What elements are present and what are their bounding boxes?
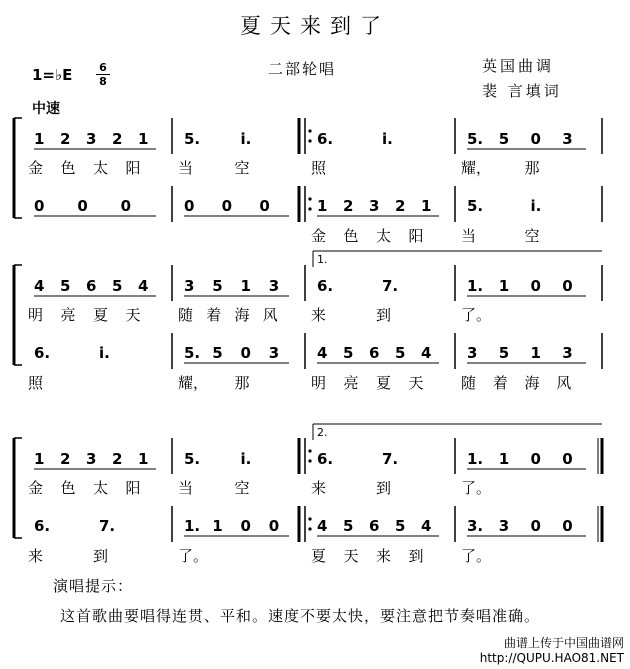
jianpu-note: 2 bbox=[343, 197, 354, 215]
lyric-char: 到 bbox=[376, 479, 392, 497]
lyric-char: 那 bbox=[234, 374, 250, 392]
jianpu-note: 1 bbox=[138, 450, 149, 468]
jianpu-note: 2 bbox=[112, 130, 123, 148]
jianpu-note: 2 bbox=[60, 130, 71, 148]
jianpu-note: 0 bbox=[530, 130, 541, 148]
jianpu-note: 4 bbox=[317, 344, 328, 362]
jianpu-note: 5 bbox=[212, 344, 223, 362]
jianpu-note: 0 bbox=[221, 197, 233, 215]
lyric-char: 空 bbox=[234, 479, 250, 497]
jianpu-note: 4 bbox=[317, 517, 328, 535]
jianpu-note: 3 bbox=[268, 344, 280, 362]
jianpu-note: 0 bbox=[530, 517, 541, 535]
jianpu-note: 7. bbox=[382, 450, 399, 468]
jianpu-note: 3 bbox=[268, 277, 280, 295]
jianpu-note: 3 bbox=[498, 517, 510, 535]
footer-credit bbox=[480, 636, 624, 666]
time-signature-numerator: 6 bbox=[99, 61, 107, 74]
jianpu-note: 4 bbox=[34, 277, 45, 295]
lyric-char: 到 bbox=[376, 306, 392, 324]
jianpu-note: 5. bbox=[184, 344, 201, 362]
jianpu-note: 0 bbox=[240, 517, 251, 535]
lyric-char: 金 bbox=[28, 159, 44, 177]
jianpu-note: 7. bbox=[99, 517, 116, 535]
repeat-dot bbox=[308, 449, 311, 452]
jianpu-note: 5 bbox=[343, 517, 354, 535]
jianpu-note: 0 bbox=[530, 450, 541, 468]
jianpu-note: 0 bbox=[34, 197, 45, 215]
jianpu-note: 1 bbox=[34, 450, 45, 468]
jianpu-note: 6 bbox=[369, 344, 380, 362]
repeat-dot bbox=[308, 517, 311, 520]
volta-number: 1. bbox=[317, 253, 328, 266]
lyric-char: 明 bbox=[311, 374, 327, 392]
lyric-char: 空 bbox=[524, 227, 540, 245]
composer-credit: 英国曲调 bbox=[482, 57, 555, 75]
jianpu-note: 6. bbox=[34, 517, 51, 535]
lyric-char: 了。 bbox=[178, 547, 209, 565]
lyric-char: 夏 bbox=[376, 374, 392, 392]
lyric-char: 海 bbox=[234, 306, 250, 324]
lyricist-credit: 裴 言填词 bbox=[482, 82, 562, 100]
lyric-char: 当 bbox=[178, 479, 194, 497]
lyric-char: 随 bbox=[178, 306, 194, 324]
jianpu-note: 0 bbox=[240, 344, 251, 362]
song-title: 夏天来到了 bbox=[240, 14, 390, 38]
lyric-char: 太 bbox=[93, 159, 109, 177]
jianpu-note: 5. bbox=[467, 130, 484, 148]
lyric-char: 夏 bbox=[93, 306, 109, 324]
jianpu-note: 1 bbox=[530, 344, 541, 362]
lyric-char: 耀， bbox=[461, 159, 492, 177]
jianpu-note: 5. bbox=[467, 197, 484, 215]
lyric-char: 色 bbox=[343, 227, 359, 245]
lyric-char: 当 bbox=[178, 159, 194, 177]
lyric-char: 来 bbox=[28, 547, 44, 565]
jianpu-note: 5 bbox=[498, 130, 510, 148]
lyric-char: 了。 bbox=[461, 547, 492, 565]
jianpu-note: 4 bbox=[421, 344, 432, 362]
jianpu-note: 1. bbox=[467, 277, 484, 295]
tempo-marking: 中速 bbox=[32, 101, 60, 117]
jianpu-note: 2 bbox=[395, 197, 406, 215]
lyric-char: 来 bbox=[311, 479, 327, 497]
jianpu-note: 1 bbox=[240, 277, 251, 295]
lyric-char: 照 bbox=[311, 159, 327, 177]
lyric-char: 来 bbox=[376, 547, 392, 565]
jianpu-note: i. bbox=[382, 130, 393, 148]
jianpu-note: 6 bbox=[369, 517, 380, 535]
jianpu-note: 0 bbox=[259, 197, 270, 215]
jianpu-note: 5 bbox=[212, 277, 223, 295]
repeat-dot bbox=[308, 197, 311, 200]
lyric-char: 亮 bbox=[60, 306, 76, 324]
time-signature-denominator: 8 bbox=[99, 75, 107, 88]
lyric-char: 色 bbox=[60, 159, 76, 177]
repeat-dot bbox=[308, 139, 311, 142]
jianpu-note: 3 bbox=[369, 197, 380, 215]
lyric-char: 阳 bbox=[408, 227, 424, 245]
jianpu-note: 2 bbox=[60, 450, 71, 468]
jianpu-note: 1 bbox=[421, 197, 432, 215]
jianpu-note: 7. bbox=[382, 277, 399, 295]
jianpu-note: 1 bbox=[498, 277, 510, 295]
jianpu-note: 1 bbox=[34, 130, 45, 148]
jianpu-note: 3 bbox=[184, 277, 195, 295]
footer-line-1: 曲谱上传于中国曲谱网 bbox=[503, 636, 624, 650]
jianpu-note: 6. bbox=[317, 130, 334, 148]
lyric-char: 空 bbox=[234, 159, 250, 177]
jianpu-note: 1 bbox=[138, 130, 149, 148]
lyric-char: 了。 bbox=[461, 479, 492, 497]
jianpu-note: 5. bbox=[184, 130, 201, 148]
lyric-char: 随 bbox=[461, 374, 477, 392]
lyric-char: 了。 bbox=[461, 306, 492, 324]
lyric-char: 当 bbox=[461, 227, 477, 245]
jianpu-note: 5. bbox=[184, 450, 201, 468]
lyric-char: 色 bbox=[60, 479, 76, 497]
jianpu-note: 0 bbox=[77, 197, 88, 215]
lyric-char: 金 bbox=[28, 479, 44, 497]
jianpu-note: 3 bbox=[562, 344, 573, 362]
lyric-char: 天 bbox=[125, 306, 141, 324]
lyric-char: 耀， bbox=[178, 374, 209, 392]
footer-line-2: http://QUPU.HAO81.NET bbox=[479, 651, 624, 665]
lyric-char: 着 bbox=[206, 306, 222, 324]
lyric-char: 来 bbox=[311, 306, 327, 324]
jianpu-note: i. bbox=[530, 197, 542, 215]
jianpu-note: 0 bbox=[268, 517, 280, 535]
jianpu-note: 3 bbox=[86, 130, 97, 148]
jianpu-note: 6. bbox=[317, 450, 334, 468]
jianpu-note: 5 bbox=[343, 344, 354, 362]
jianpu-note: 1 bbox=[212, 517, 223, 535]
jianpu-note: i. bbox=[240, 130, 252, 148]
lyric-char: 天 bbox=[408, 374, 424, 392]
jianpu-note: 5 bbox=[395, 517, 406, 535]
jianpu-note: 3 bbox=[86, 450, 97, 468]
lyric-char: 到 bbox=[93, 547, 109, 565]
song-subtitle: 二部轮唱 bbox=[268, 60, 337, 78]
jianpu-note: 0 bbox=[184, 197, 195, 215]
performance-hint-title: 演唱提示： bbox=[53, 577, 134, 595]
lyric-char: 阳 bbox=[125, 479, 141, 497]
lyric-char: 阳 bbox=[125, 159, 141, 177]
jianpu-note: 0 bbox=[562, 517, 573, 535]
lyric-char: 夏 bbox=[311, 547, 327, 565]
repeat-dot bbox=[308, 207, 311, 210]
repeat-dot bbox=[308, 459, 311, 462]
jianpu-note: 3 bbox=[467, 344, 478, 362]
jianpu-note: 5 bbox=[60, 277, 71, 295]
jianpu-note: 5 bbox=[498, 344, 510, 362]
jianpu-note: 3 bbox=[562, 130, 573, 148]
lyric-char: 太 bbox=[93, 479, 109, 497]
lyric-char: 照 bbox=[28, 374, 44, 392]
jianpu-note: 1 bbox=[317, 197, 328, 215]
jianpu-note: 0 bbox=[530, 277, 541, 295]
jianpu-note: 0 bbox=[562, 450, 573, 468]
volta-number: 2. bbox=[317, 426, 328, 439]
jianpu-note: i. bbox=[240, 450, 252, 468]
lyric-char: 着 bbox=[492, 374, 508, 392]
jianpu-note: 6 bbox=[86, 277, 97, 295]
performance-hint-text: 这首歌曲要唱得连贯、平和。速度不要太快，要注意把节奏唱准确。 bbox=[60, 607, 541, 625]
lyric-char: 亮 bbox=[343, 374, 359, 392]
repeat-dot bbox=[308, 527, 311, 530]
jianpu-note: 4 bbox=[138, 277, 149, 295]
lyric-char: 风 bbox=[262, 306, 278, 324]
lyric-char: 明 bbox=[28, 306, 44, 324]
jianpu-note: 1 bbox=[498, 450, 510, 468]
jianpu-note: 1. bbox=[184, 517, 201, 535]
jianpu-note: 6. bbox=[317, 277, 334, 295]
jianpu-note: i. bbox=[99, 344, 110, 362]
jianpu-note: 0 bbox=[562, 277, 573, 295]
jianpu-note: 0 bbox=[120, 197, 132, 215]
lyric-char: 太 bbox=[376, 227, 392, 245]
lyric-char: 风 bbox=[556, 374, 572, 392]
jianpu-note: 5 bbox=[112, 277, 123, 295]
lyric-char: 海 bbox=[524, 374, 540, 392]
key-signature: 1=♭E bbox=[32, 66, 73, 84]
lyric-char: 天 bbox=[343, 547, 359, 565]
jianpu-note: 3. bbox=[467, 517, 484, 535]
jianpu-note: 6. bbox=[34, 344, 51, 362]
jianpu-note: 2 bbox=[112, 450, 123, 468]
jianpu-note: 1. bbox=[467, 450, 484, 468]
lyric-char: 到 bbox=[408, 547, 424, 565]
lyric-char: 金 bbox=[311, 227, 327, 245]
jianpu-note: 4 bbox=[421, 517, 432, 535]
jianpu-note: 5 bbox=[395, 344, 406, 362]
lyric-char: 那 bbox=[524, 159, 540, 177]
repeat-dot bbox=[308, 129, 311, 132]
